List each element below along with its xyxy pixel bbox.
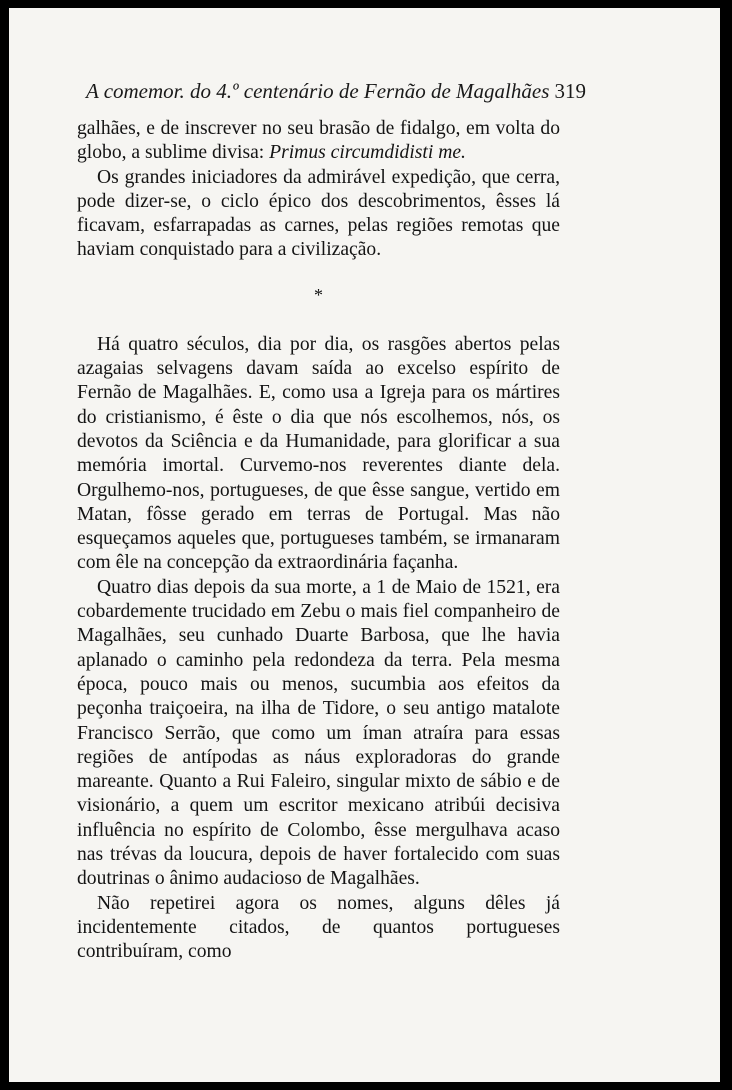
running-header [86,79,586,111]
paragraph-text: galhães, e de inscrever no seu brasão de fidalgo, em volta do globo, a sublime divisa: [77,118,560,164]
page-number: 319 [554,79,586,103]
paragraph: Os grandes iniciadores da admirável expedição, que cerra, pode dizer-se, o ciclo épico dos descobrimentos, êsses lá ficavam, esfarrapadas as carnes, pelas regiões remotas que haviam conquistado para a civilização. [77,166,560,261]
latin-motto: Primus circumdidisti me. [269,142,466,164]
paragraph-continuation [77,117,560,166]
paragraph: Quatro dias depois da sua morte, a 1 de Maio de 1521, era cobardemente trucidado em Zebu o mais fiel companheiro de Magalhães, seu cunhado Duarte Barbosa, que lhe havia aplanado o caminho pela redondeza da terra. Pela mesma época, pouco mais ou menos, sucumbia aos efeitos da peçonha traiçoeira, na ilha de Tidore, o seu antigo matalote Francisco Serrão, que como um íman atraíra para essas regiões de antípodas as náus exploradoras do grande mareante. Quanto a Rui Faleiro, singular mixto de sábio e de visionário, a quem um escritor mexicano atribúi decisiva influência no espírito de Colombo, êsse mergulhava acaso nas trévas da loucura, depois de haver fortalecido com suas doutrinas o ânimo audacioso de Magalhães. [77,576,560,890]
running-title: A comemor. do 4.º centenário de Fernão de Magalhães [86,79,550,103]
page-body [77,117,560,965]
paragraph: Não repetirei agora os nomes, alguns dêles já incidentemente citados, de quantos portugueses contribuíram, como [77,892,560,963]
paragraph: Há quatro séculos, dia por dia, os rasgões abertos pelas azagaias selvagens davam saída ao excelso espírito de Fernão de Magalhães. E, como usa a Igreja para os mártires do cristianismo, é êste o dia que nós escolhemos, nós, os devotos da Sciência e da Humanidade, para glorificar a sua memória imortal. Curvemo-nos reverentes diante dela. Orgulhemo-nos, portugueses, de que êsse sangue, vertido em Matan, fôsse gerado em terras de Portugal. Mas não esqueçamos aqueles que, portugueses também, se irmanaram com êle na concepção da extraordinária façanha. [77,333,560,574]
section-separator: * [314,284,323,305]
